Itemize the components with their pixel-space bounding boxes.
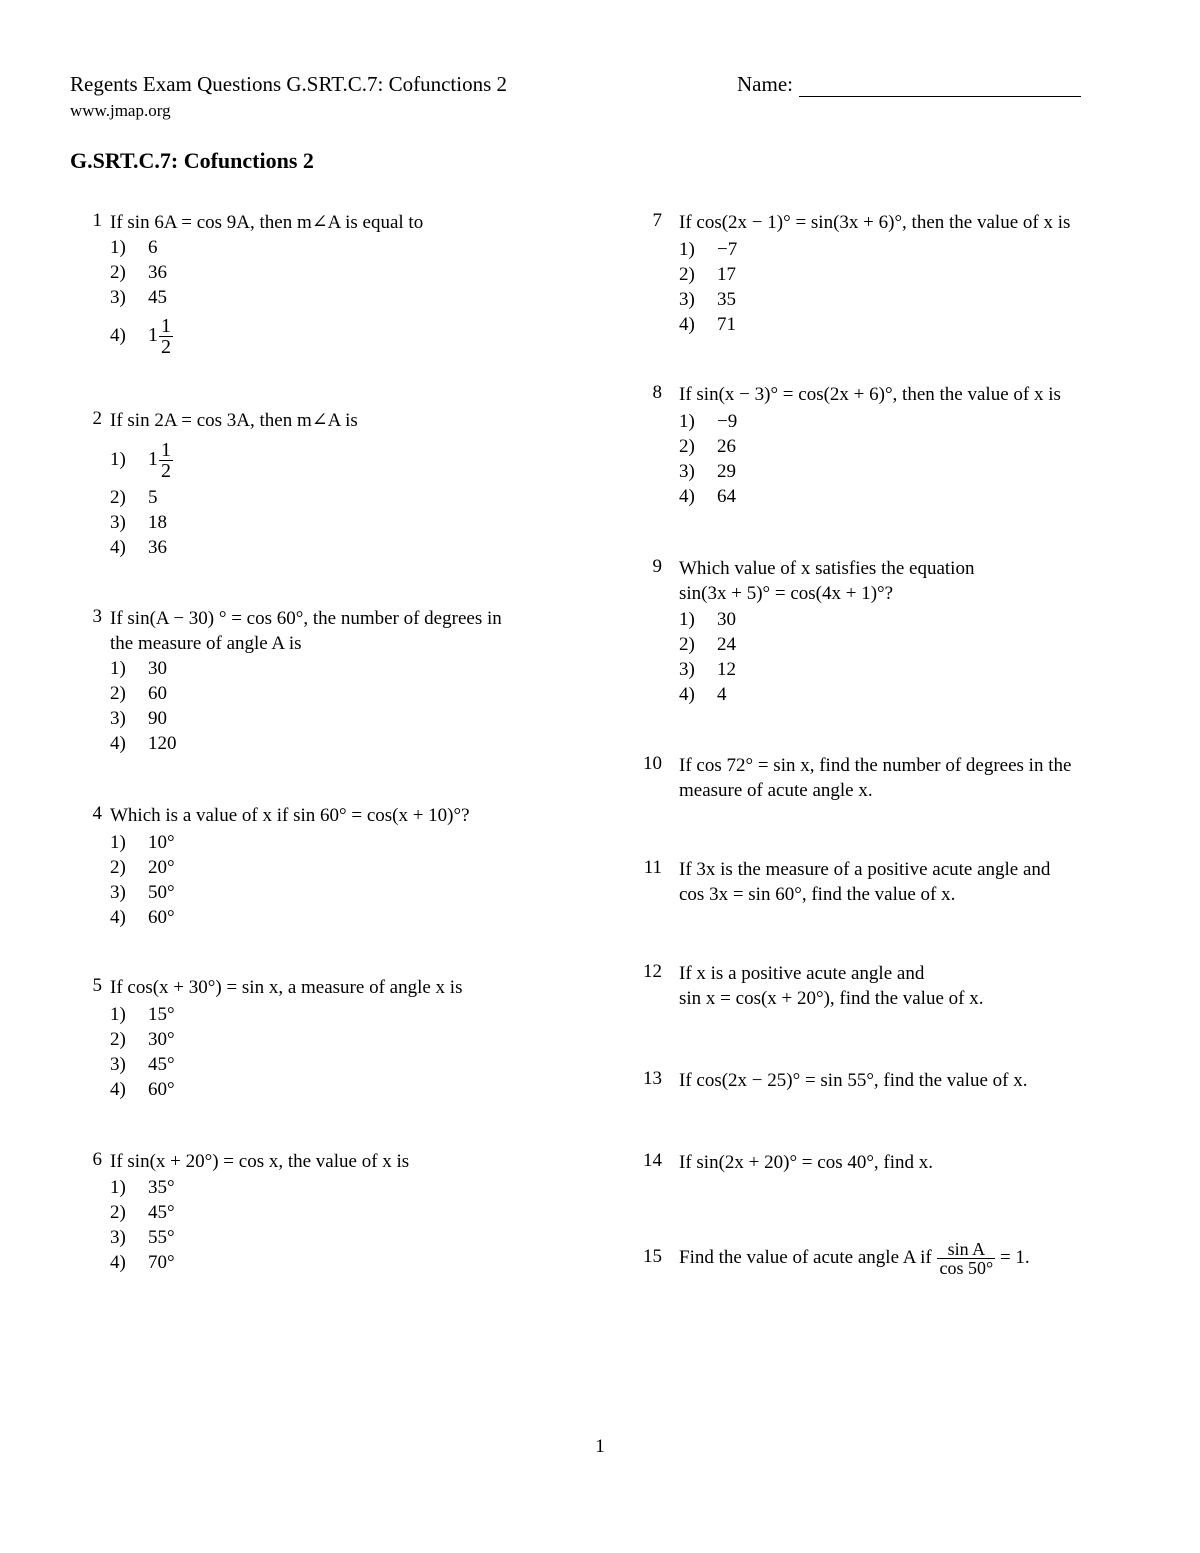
header-url: www.jmap.org	[70, 101, 171, 120]
answer-option-3: 3) 35	[679, 289, 736, 310]
question-number: 11	[643, 857, 662, 878]
question-number: 6	[92, 1149, 102, 1170]
answer-option-3: 3) 55°	[110, 1227, 175, 1248]
answer-option-4: 4) 36	[110, 537, 167, 558]
answer-options	[110, 1175, 175, 1275]
answer-option-2: 2) 60	[110, 683, 167, 704]
answer-option-4: 4) 71	[679, 314, 736, 335]
answer-option-4: 4) 60°	[110, 907, 175, 928]
question-text: Which value of x satisfies the equation sin(3x + 5)° = cos(4x + 1)°?	[679, 558, 975, 604]
answer-option-3: 3) 45°	[110, 1054, 175, 1075]
question-number: 13	[643, 1068, 662, 1089]
question-text: If cos(x + 30°) = sin x, a measure of angle x is	[110, 977, 463, 998]
answer-option-4: 4) 120	[110, 733, 177, 754]
answer-options	[679, 237, 737, 337]
answer-options	[110, 656, 177, 756]
name-label: Name:	[737, 72, 793, 96]
question-number: 9	[652, 556, 662, 577]
answer-option-1: 1) 10°	[110, 832, 175, 853]
question-number: 8	[652, 382, 662, 403]
answer-option-1: 1) −7	[679, 239, 738, 260]
answer-options	[110, 1002, 175, 1102]
page-number: 1	[595, 1436, 605, 1457]
question-text: If cos(2x − 25)° = sin 55°, find the value of x.	[679, 1070, 1028, 1091]
question-text: Which is a value of x if sin 60° = cos(x + 10)°?	[110, 805, 470, 826]
answer-option-2: 2) 24	[679, 634, 736, 655]
answer-option-2: 2) 36	[110, 262, 167, 283]
answer-option-3: 3) 29	[679, 461, 736, 482]
name-blank-line	[799, 76, 1081, 97]
answer-option-2: 2) 26	[679, 436, 736, 457]
question-number: 3	[92, 606, 102, 627]
answer-option-3: 3) 12	[679, 659, 736, 680]
answer-option-2: 2) 45°	[110, 1202, 175, 1223]
question-text: If cos(2x − 1)° = sin(3x + 6)°, then the value of x is	[679, 212, 1071, 233]
question-number: 14	[643, 1150, 662, 1171]
answer-options	[110, 830, 175, 930]
answer-option-1: 1) 1 $\frac{1}{2}$	[110, 438, 171, 482]
main-title: G.SRT.C.7: Cofunctions 2	[70, 148, 314, 173]
mixed-fraction: $\frac{1}{2}$	[161, 314, 171, 358]
question-text: If sin 6A = cos 9A, then m∠A is equal to	[110, 212, 424, 233]
answer-option-4: 4) 1 $\frac{1}{2}$	[110, 314, 171, 358]
answer-option-1: 1) 35°	[110, 1177, 175, 1198]
answer-option-2: 2) 30°	[110, 1029, 175, 1050]
question-number: 10	[643, 753, 662, 774]
answer-option-1: 1) 6	[110, 237, 158, 258]
question-number: 2	[92, 408, 102, 429]
question-text: If sin(A − 30) ° = cos 60°, the number of degrees in the measure of angle A is	[110, 608, 502, 654]
name-field	[737, 72, 1081, 97]
question-text: Find the value of acute angle A if $\frac{\text{sin A}}{\cos 50^\circ}$ = 1.	[679, 1239, 1030, 1279]
answer-option-4: 4) 60°	[110, 1079, 175, 1100]
question-number: 7	[652, 210, 662, 231]
question-text: If sin(x − 3)° = cos(2x + 6)°, then the value of x is	[679, 384, 1061, 405]
answer-option-3: 3) 50°	[110, 882, 175, 903]
answer-option-1: 1) 30	[679, 609, 736, 630]
question-number: 1	[92, 210, 102, 231]
answer-option-1: 1) −9	[679, 411, 738, 432]
question-text: If sin(x + 20°) = cos x, the value of x is	[110, 1151, 410, 1172]
answer-option-1: 1) 30	[110, 658, 167, 679]
question-number: 4	[92, 803, 102, 824]
answer-option-3: 3) 18	[110, 512, 167, 533]
answer-options	[679, 409, 737, 509]
question-text: If sin 2A = cos 3A, then m∠A is	[110, 410, 358, 431]
answer-options	[679, 607, 736, 707]
answer-option-3: 3) 45	[110, 287, 167, 308]
answer-option-3: 3) 90	[110, 708, 167, 729]
header-title: Regents Exam Questions G.SRT.C.7: Cofunctions 2	[70, 72, 508, 96]
answer-option-4: 4) 70°	[110, 1252, 175, 1273]
question-text: If 3x is the measure of a positive acute angle and cos 3x = sin 60°, find the value of x.	[679, 859, 1051, 905]
question-number: 12	[643, 961, 662, 982]
answer-option-1: 1) 15°	[110, 1004, 175, 1025]
answer-option-2: 2) 5	[110, 487, 158, 508]
question-text: If cos 72° = sin x, find the number of degrees in the measure of acute angle x.	[679, 755, 1072, 801]
question-number: 5	[92, 975, 102, 996]
question-text: If x is a positive acute angle and sin x = cos(x + 20°), find the value of x.	[679, 963, 984, 1009]
question-text: If sin(2x + 20)° = cos 40°, find x.	[679, 1152, 934, 1173]
question-number: 15	[643, 1246, 662, 1267]
answer-options	[110, 235, 173, 360]
mixed-fraction: $\frac{1}{2}$	[161, 438, 171, 482]
sin-over-cos-fraction: $\frac{\text{sin A}}{\cos 50^\circ}$	[939, 1239, 994, 1279]
answer-option-2: 2) 20°	[110, 857, 175, 878]
answer-option-4: 4) 64	[679, 486, 736, 507]
answer-options	[110, 433, 173, 560]
answer-option-4: 4) 4	[679, 684, 727, 705]
answer-option-2: 2) 17	[679, 264, 736, 285]
